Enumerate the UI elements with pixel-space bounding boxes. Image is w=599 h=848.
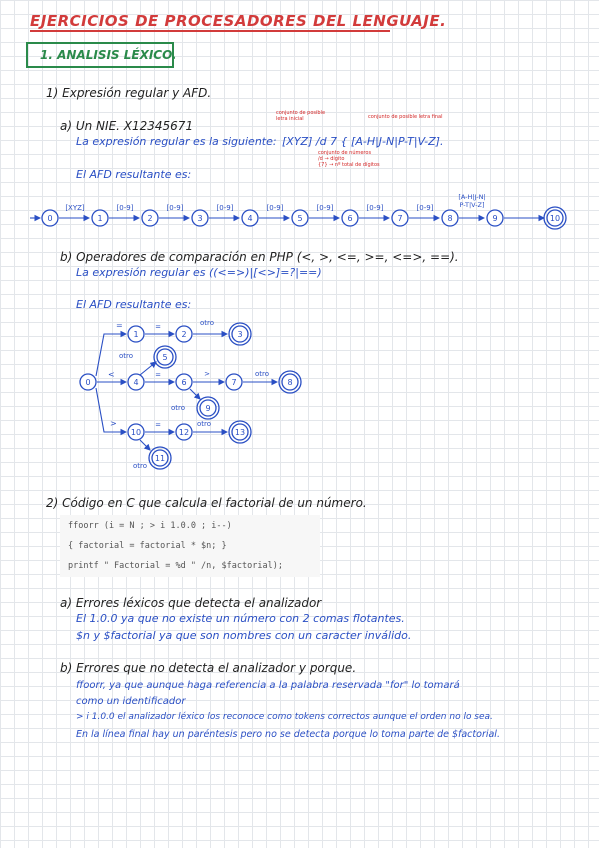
afd-b-state-1-label: 1: [133, 330, 139, 339]
code-line-2: { factorial = factorial * $n; }: [68, 541, 227, 551]
afd-b-edge-10-11: [140, 440, 150, 450]
afd-b-state-12-label: 12: [178, 428, 190, 437]
afd-b-edge-10-11-label: otro: [132, 462, 148, 470]
afd-a-edge-2-label: [0-9]: [166, 204, 184, 212]
afd-a-state-2-label: 2: [147, 214, 153, 223]
qb2-line-1: ffoorr, ya que aunque haga referencia a la palabra reservada "for" lo tomará: [76, 680, 460, 691]
afd-b-state-7-label: 7: [231, 378, 237, 387]
afd-b-state-4-label: 4: [133, 378, 139, 387]
afd-a-state-4-label: 4: [247, 214, 253, 223]
afd-a-edge-6-label: [0-9]: [366, 204, 384, 212]
qa2-line-1: El 1.0.0 ya que no existe un número con 2 comas flotantes.: [76, 612, 405, 625]
qb2-heading: b) Errores que no detecta el analizador y porque.: [60, 661, 357, 675]
q1-heading: 1) Expresión regular y AFD.: [46, 86, 212, 100]
qb2-line-2: como un identificador: [76, 696, 186, 707]
afd-b-state-8-label: 8: [287, 378, 293, 387]
qa-heading: a) Un NIE. X12345671: [60, 119, 194, 133]
afd-b-state-2-label: 2: [181, 330, 187, 339]
afd-b-edge-4-5-label: otro: [118, 352, 134, 360]
afd-b-edge-6-9-label: otro: [170, 404, 186, 412]
qb-heading: b) Operadores de comparación en PHP (<, >, <=, >=, <=>, ==).: [60, 250, 459, 264]
qa2-heading: a) Errores léxicos que detecta el analizador: [60, 596, 322, 610]
afd-a-final-edge-label-bottom: P-T|V-Z]: [459, 201, 485, 209]
afd-a-state-7-label: 7: [397, 214, 403, 223]
afd-b-edge-4-5: [140, 362, 156, 375]
afd-a-state-0-label: 0: [47, 214, 53, 223]
afd-nie-group: [30, 193, 566, 229]
afd-a-state-1-label: 1: [97, 214, 103, 223]
note-digits-line3: {7} → nº total de dígitos: [318, 162, 380, 168]
note-digits-line1: conjunto de números: [318, 150, 372, 156]
regex-prefix: La expresión regular es la siguiente:: [76, 135, 277, 148]
afd-b-state-13-label: 13: [234, 428, 246, 437]
afd-b-state-10-label: 10: [130, 428, 142, 437]
note-initial-line2: letra inicial: [276, 116, 304, 122]
afd-label-a: El AFD resultante es:: [76, 168, 192, 181]
afd-a-state-5-label: 5: [297, 214, 303, 223]
afd-a-edge-4-label: [0-9]: [266, 204, 284, 212]
afd-a-state-8-label: 8: [447, 214, 453, 223]
afd-b-edge-7-8-label: otro: [254, 370, 270, 378]
note-initial-line1: conjunto de posible: [276, 110, 326, 116]
afd-a-state-6-label: 6: [347, 214, 353, 223]
qb2-line-4: En la línea final hay un paréntesis pero no se detecta porque lo toma parte de $factorial.: [76, 729, 500, 740]
afd-b-edge-1-2-label: =: [155, 323, 161, 331]
afd-b-state-9-label: 9: [205, 404, 211, 413]
afd-a-state-3-label: 3: [197, 214, 203, 223]
afd-b-label-lt: <: [108, 370, 115, 379]
afd-a-edge-3-label: [0-9]: [216, 204, 234, 212]
afd-b-edge-10-12-label: =: [155, 421, 161, 429]
afd-php-group: [80, 319, 301, 470]
afd-b-state-5-label: 5: [162, 353, 168, 362]
qb2-line-3: > i 1.0.0 el analizador léxico los reconoce como tokens correctos aunque el orden no lo sea.: [76, 712, 493, 722]
afd-b-edge-12-13-label: otro: [196, 420, 212, 428]
afd-a-state-9-label: 9: [492, 214, 498, 223]
regex-php: La expresión regular es ((<=>)|[<>]=?|==): [76, 266, 322, 279]
afd-a-final-edge-label-top: [A-H|J-N|: [458, 193, 486, 201]
code-line-1: ffoorr (i = N ; > i 1.0.0 ; i--): [68, 521, 232, 531]
section-title: 1. ANALISIS LÉXICO.: [40, 48, 177, 62]
afd-b-edge-6-9: [190, 389, 200, 399]
code-line-3: printf " Factorial = %d " /n, $factorial);: [68, 561, 283, 571]
afd-b-label-eq1: =: [116, 321, 123, 330]
note-digits-line2: /d → dígito: [318, 156, 345, 162]
afd-b-state-6-label: 6: [181, 378, 187, 387]
page-title: EJERCICIOS DE PROCESADORES DEL LENGUAJE.: [30, 12, 447, 30]
qa2-line-2: $n y $factorial ya que son nombres con un caracter inválido.: [76, 629, 412, 642]
afd-a-edge-1-label: [0-9]: [116, 204, 134, 212]
afd-b-state-11-label: 11: [154, 454, 166, 463]
afd-a-edge-5-label: [0-9]: [316, 204, 334, 212]
afd-b-edge-4-6-label: =: [155, 371, 161, 379]
afd-a-state-10-label: 10: [549, 214, 561, 223]
afd-b-state-0-label: 0: [85, 378, 91, 387]
afd-b-label-gt: >: [110, 419, 117, 428]
afd-b-edge-2-3-label: otro: [199, 319, 215, 327]
afd-b-edge-6-7-label: >: [204, 370, 210, 378]
afd-label-b: El AFD resultante es:: [76, 298, 192, 311]
afd-a-edge-7-label: [0-9]: [416, 204, 434, 212]
regex-nie: [XYZ] /d 7 { [A-H|J-N|P-T|V-Z].: [282, 135, 444, 148]
q2-heading: 2) Código en C que calcula el factorial de un número.: [46, 496, 367, 510]
afd-a-edge-0-label: [XYZ]: [65, 204, 85, 212]
note-final: conjunto de posible letra final: [368, 114, 443, 120]
afd-b-state-3-label: 3: [237, 330, 243, 339]
